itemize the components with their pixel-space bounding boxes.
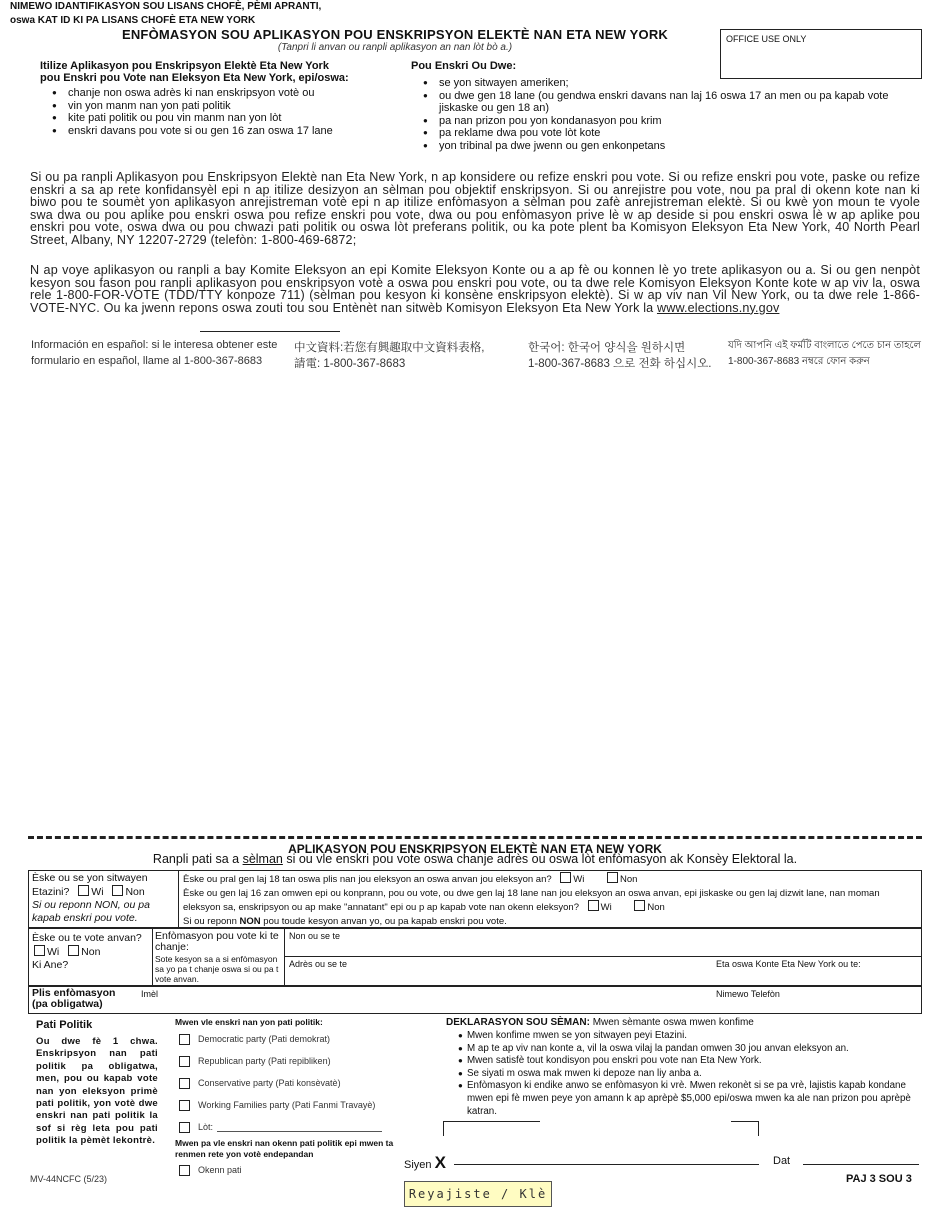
age-questions — [183, 872, 919, 928]
more-info-label — [32, 988, 115, 1010]
license-id-header — [10, 0, 321, 28]
no-answer-pre: Si ou reponn — [183, 915, 237, 927]
previous-address-field[interactable]: Adrès ou se te — [289, 959, 348, 969]
party-option-other[interactable] — [175, 1120, 405, 1134]
age16-yes-label: Wi — [600, 902, 612, 913]
page-subtitle: (Tanpri li anvan ou ranpli aplikasyon an nan lòt bò a.) — [277, 42, 513, 53]
party-checkbox[interactable] — [179, 1034, 190, 1045]
cut-line — [28, 836, 922, 839]
declaration-title: DEKLARASYON SOU SÈMAN: — [446, 1017, 590, 1028]
more-info-title: Plis enfòmasyon — [32, 987, 116, 999]
list-item: ● pa reklame dwa pou vote lòt kote — [411, 127, 921, 140]
list-item: ● Se siyati m oswa mak mwen ki depoze nan liy anba a. — [446, 1068, 922, 1081]
party-option-democratic[interactable] — [175, 1032, 405, 1046]
use-list — [40, 87, 400, 137]
more-info-box — [28, 986, 922, 1014]
chinese-info — [294, 340, 524, 372]
voted-yes-checkbox[interactable] — [34, 945, 45, 956]
other-party-input[interactable] — [217, 1122, 382, 1132]
chinese-line1: 中文資料:若您有興趣取中文資料表格, — [294, 342, 485, 354]
spanish-line1: Información en español: si le interesa obtener este — [31, 339, 278, 351]
party-label: Republican party (Pati repibliken) — [198, 1056, 331, 1066]
form-subtitle — [0, 852, 950, 866]
party-checkbox[interactable] — [179, 1078, 190, 1089]
sign-label — [404, 1153, 446, 1173]
party-option-republican[interactable] — [175, 1054, 405, 1068]
citizen-yes-label: Wi — [91, 886, 104, 898]
bengali-info — [728, 338, 928, 370]
party-option-none[interactable] — [175, 1163, 405, 1177]
voted-year-label: Ki Ane? — [32, 959, 69, 971]
voted-q: Èske ou te vote anvan? — [32, 932, 142, 944]
declaration-intro: Mwen sèmante oswa mwen konfime — [592, 1017, 754, 1028]
more-info-optional: (pa obligatwa) — [32, 998, 103, 1010]
citizen-no-checkbox[interactable] — [112, 885, 123, 896]
age18-yes-label: Wi — [573, 874, 585, 885]
form-subtitle-underline: sèlman — [242, 852, 283, 866]
list-item: ● chanje non oswa adrès ki nan enskripsyon votè ou — [40, 87, 400, 100]
bengali-line2: 1-800-367-8683 নম্বরে ফোন করুন — [728, 356, 870, 367]
citizen-yes-checkbox[interactable] — [78, 885, 89, 896]
party-checkbox[interactable] — [179, 1122, 190, 1133]
vote-info-title: Enfòmasyon pou vote ki te chanje: — [155, 930, 279, 953]
korean-line1: 한국어: 한국어 양식을 원하시면 — [528, 342, 686, 354]
divider — [284, 956, 922, 957]
signature-line[interactable] — [454, 1164, 759, 1165]
party-label: Working Families party (Pati Fanmi Travayè) — [198, 1100, 376, 1110]
list-item: ● pa nan prizon pou yon kondanasyon pou krim — [411, 115, 921, 128]
party-checkbox[interactable] — [179, 1100, 190, 1111]
list-item: ● vin yon manm nan yon pati politik — [40, 100, 400, 113]
age16-yes-checkbox[interactable] — [588, 900, 599, 911]
list-item: ● M ap te ap viv nan konte a, vil la oswa vilaj la pandan omwen 30 jou anvan eleksyon an. — [446, 1043, 922, 1056]
list-item: ● enskri davans pou vote si ou gen 16 zan oswa 17 lane — [40, 125, 400, 138]
must-list — [411, 77, 921, 152]
spanish-line2: formulario en español, llame al 1-800-367-8683 — [31, 355, 263, 367]
bengali-line1: যদি আপনি এই ফর্মটি বাংলাতে পেতে চান তাহলে — [728, 340, 921, 351]
previous-name-field[interactable]: Non ou se te — [289, 931, 341, 941]
list-item: ● yon tribinal pa dwe jwenn ou gen enkonpetans — [411, 140, 921, 153]
date-label: Dat — [773, 1155, 791, 1167]
sign-mark: X — [434, 1153, 446, 1172]
info-paragraph-2-text: N ap voye aplikasyon ou ranpli a bay Komite Eleksyon an epi Komite Eleksyon Konte ou a ap fè ou konnen lè yo trete aplikasyon ou a. Si ou gen nenpòt kesyon sou fason pou ranpli aplikasyon pou enskripsyon votè a oswa pou enskri pou vote, ou ta dwe rele Komisyon Eleksyon Konte kote w ap viv la, oswa rele 1-800-FOR-VOTE (TDD/TTY konpoze 711) (sèlman pou kesyon ki konsène enskripsyon elektè). Si w ap viv nan Vil New York, ou ta dwe rele 1-866-VOTE-NYC. Ou ka jwenn repons oswa zouti tou sou Entènèt nan sitwèb Komisyon Eleksyon Eta New York la — [30, 263, 920, 315]
reset-clear-button[interactable]: Reyajiste / Klè — [404, 1181, 552, 1207]
date-line[interactable] — [803, 1164, 919, 1165]
list-item: ● Enfòmasyon ki endike anwo se enfòmasyon ki vrè. Mwen rekonèt si se pa vrè, lajistis kapab kondane mwen epi fè mwen peye yon amann k ap aprèpè $5,000 epi/oswa mwen ka ale nan prizon pou aprèpè katran. — [446, 1080, 922, 1118]
list-item: ● ou dwe gen 18 lane (ou gendwa enskri davans nan laj 16 oswa 17 an men ou pa kapab vote jiskaske ou gen 18 an) — [411, 90, 921, 115]
party-want-label: Mwen vle enskri nan yon pati politik: — [175, 1017, 323, 1027]
no-answer-post: pou toude kesyon anvan yo, ou pa kapab enskri pou vote. — [263, 915, 507, 927]
signature-bracket — [731, 1121, 758, 1122]
elections-website-link[interactable]: www.elections.ny.gov — [656, 300, 780, 315]
party-label: Conservative party (Pati konsèvatè) — [198, 1078, 341, 1088]
chinese-line2: 請電: 1-800-367-8683 — [294, 358, 406, 370]
korean-line2: 1-800-367-8683 으로 전화 하십시오. — [528, 358, 712, 370]
age18-no-label: Non — [620, 874, 638, 885]
no-answer-bold: NON — [239, 915, 261, 927]
party-label: Okenn pati — [198, 1165, 242, 1175]
signature-bracket — [443, 1121, 540, 1122]
use-heading-line2: pou Enskri pou Vote nan Eleksyon Eta New York, epi/oswa: — [40, 72, 349, 84]
korean-info — [528, 340, 728, 372]
age18-question: Èske ou pral gen laj 18 tan oswa plis nan jou eleksyon an oswa anvan jou eleksyon an? — [183, 874, 552, 885]
age18-yes-checkbox[interactable] — [560, 872, 571, 883]
citizen-question — [32, 872, 177, 925]
age18-no-checkbox[interactable] — [607, 872, 618, 883]
voted-no-label: Non — [81, 946, 101, 958]
citizen-q1: Èske ou se yon sitwayen — [32, 872, 148, 884]
list-item: ● Mwen konfime mwen se yon sitwayen peyi Etazini. — [446, 1030, 922, 1043]
license-id-line1: NIMEWO IDANTIFIKASYON SOU LISANS CHOFÈ, PÈMI APRANTI, — [10, 1, 322, 12]
vote-info-changed — [155, 931, 283, 984]
citizen-note: Si ou reponn NON, ou pa kapab enskri pou vote. — [32, 899, 150, 924]
party-option-conservative[interactable] — [175, 1076, 405, 1090]
declaration-list — [446, 1030, 922, 1118]
must-section — [411, 60, 921, 152]
voted-yes-label: Wi — [47, 946, 60, 958]
page-number: PAJ 3 SOU 3 — [846, 1173, 912, 1185]
voted-no-checkbox[interactable] — [68, 945, 79, 956]
vote-info-note: Sote kesyon sa a si enfòmasyon sa yo pa t chanje oswa si ou pa t vote anvan. — [155, 954, 279, 984]
page-title: ENFÒMASYON SOU APLIKASYON POU ENSKRIPSYON ELEKTÈ NAN ETA NEW YORK — [121, 27, 669, 42]
party-none-question: Mwen pa vle enskri nan okenn pati politik epi mwen ta renmen rete yon votè endepandan — [175, 1138, 394, 1159]
spanish-info — [31, 337, 291, 369]
form-subtitle-pre: Ranpli pati sa a — [152, 852, 240, 866]
voted-question — [32, 932, 150, 972]
divider — [178, 870, 179, 928]
use-heading-line1: Itilize Aplikasyon pou Enskripsyon Elektè Eta New York — [40, 60, 329, 72]
party-label: Lòt: — [198, 1122, 214, 1132]
form-title: APLIKASYON POU ENSKRIPSYON ELEKTÈ NAN ETA NEW YORK — [288, 842, 662, 856]
email-field[interactable]: Imèl — [141, 989, 159, 999]
office-use-label: OFFICE USE ONLY — [726, 34, 807, 44]
list-item: ● Mwen satisfè tout kondisyon pou enskri pou vote nan Eta New York. — [446, 1055, 922, 1068]
age16-question: Èske ou gen laj 16 zan omwen epi ou konprann, pou ou vote, ou dwe gen laj 18 lane nan jou eleksyon an oswa anvan, epi jiskaske ou gen laj dizwit lane, nan moman eleksyon sa, enskripsyon ou ap make "annatant" epi ou p ap kapab vote nan okenn eleksyon? — [183, 887, 880, 913]
use-section — [40, 60, 400, 137]
divider — [284, 928, 285, 986]
party-checkbox[interactable] — [179, 1056, 190, 1067]
signature-bracket — [443, 1121, 444, 1136]
oath-declaration — [446, 1017, 922, 1118]
list-item: ● kite pati politik ou pou vin manm nan yon lòt — [40, 112, 400, 125]
list-item: ● se yon sitwayen ameriken; — [411, 77, 921, 90]
info-paragraph-1: Si ou pa ranpli Aplikasyon pou Enskripsyon Elektè nan Eta New York, n ap konsidere ou refize enskri pou vote. Si ou refize enskri pou vote, paske ou refize enskri a sa ap rete konfidansyèl epi n ap itilize desizyon an sèlman pou objektif enskripsyon. Si ou anrejistre pou vote, nou pa pral di okenn kote nan ki biwo pou te soumèt yon aplikasyon anrejistreman votè epi n ap itilize enfòmasyon a sèlman pou zafè anrejistreman elektè. Si ou kwè yon moun te vyole swa dwa ou pou aplike pou enskri oswa pou refize enskri pou vote, dwa ou pou enfòmasyon prive lè w ap deside si pou enskri oswa lè w ap aplike pou enskri pou vote, oswa dwa ou pou chwazi pati politik ou oswa lòt preferans politik, ou ka pote plent ba Komisyon Eleksyon Eta New York, 40 North Pearl Street, Albany, NY 12207-2729 (telefòn: 1-800-469-6872; — [30, 170, 920, 247]
form-code: MV-44NCFC (5/23) — [30, 1174, 108, 1184]
party-option-working-families[interactable] — [175, 1098, 405, 1112]
age16-no-checkbox[interactable] — [634, 900, 645, 911]
license-id-line2: oswa KAT ID KI PA LISANS CHOFÈ ETA NEW YORK — [10, 15, 256, 26]
party-text: Ou dwe fè 1 chwa. Enskripsyon nan pati politik pa obligatwa, men, pou ou kapab vote nan yon eleksyon primè pati politik, yon votè dwe enskri nan pati politik la sof si règ leta pou pati politik la pèmèt lekontrè. — [36, 1036, 158, 1147]
divider — [200, 331, 340, 332]
party-label: Democratic party (Pati demokrat) — [198, 1034, 331, 1044]
citizen-q2: Etazini? — [32, 886, 70, 898]
sign-text: Siyen — [404, 1159, 432, 1171]
party-title: Pati Politik — [36, 1019, 93, 1031]
party-options — [175, 1017, 405, 1177]
must-heading: Pou Enskri Ou Dwe: — [411, 60, 517, 72]
divider — [152, 928, 153, 986]
party-info — [36, 1019, 158, 1148]
form-subtitle-post: si ou vle enskri pou vote oswa chanje adrès ou oswa lòt enfòmasyon ak Konsèy Elektoral la. — [286, 852, 798, 866]
party-checkbox[interactable] — [179, 1165, 190, 1176]
phone-field[interactable]: Nimewo Telefòn — [716, 989, 780, 999]
previous-county-field[interactable]: Eta oswa Konte Eta New York ou te: — [716, 959, 861, 969]
citizen-no-label: Non — [125, 886, 145, 898]
signature-bracket — [758, 1121, 759, 1136]
age16-no-label: Non — [647, 902, 665, 913]
info-paragraph-2 — [30, 264, 920, 314]
